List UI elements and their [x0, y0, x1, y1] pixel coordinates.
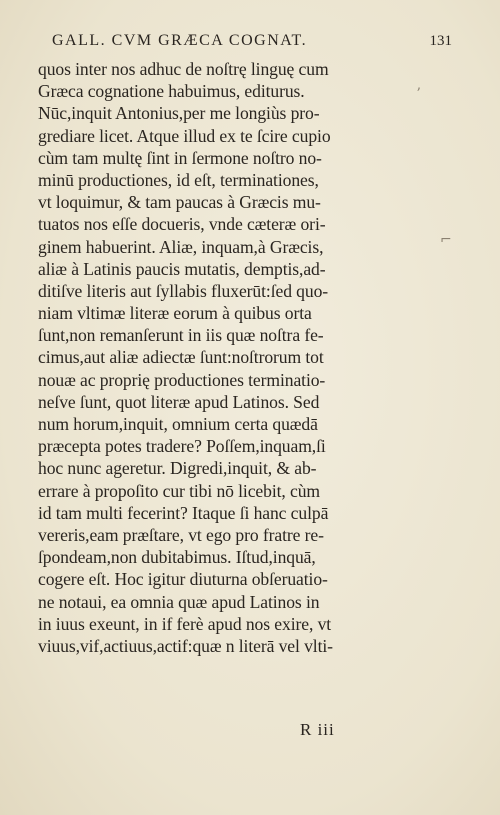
text-line: errare à propoſito cur tibi nō licebit, cùm [38, 480, 320, 501]
text-line: minū productiones, id eſt, terminationes, [38, 169, 319, 190]
text-line: viuus,vif,actiuus,actif:quæ n literā vel vlti- [38, 635, 333, 656]
text-line: in iuus exeunt, in if ferè apud nos exire, vt [38, 613, 332, 634]
text-line: id tam multi fecerint? Itaque ſi hanc culpā [38, 502, 329, 523]
margin-mark: ʼ [416, 86, 421, 102]
text-line: num horum,inquit, omnium certa quædā [38, 414, 318, 434]
text-line: ſunt,non remanſerunt in iis quæ noſtra fe- [38, 325, 324, 346]
text-line: grediare licet. Atque illud ex te ſcire cupio [38, 125, 331, 146]
signature-mark: R iii [300, 720, 335, 739]
running-header [52, 32, 452, 50]
text-line: tuatos nos eſſe docueris, vnde cæteræ ori- [38, 214, 326, 235]
text-line: quos inter nos adhuc de noſtrę linguę cum [38, 59, 329, 79]
text-line: cogere eſt. Hoc igitur diuturna obſeruatio- [38, 569, 328, 590]
text-line: neſve ſunt, quot literæ apud Latinos. Sed [38, 391, 320, 412]
text-line: ſpondeam,non dubitabimus. Iſtud,inquā, [38, 547, 316, 568]
text-line: ginem habuerint. Aliæ, inquam,à Græcis, [38, 236, 324, 257]
text-line: nouæ ac proprię productiones terminatio- [38, 369, 326, 390]
text-line: niam vltimæ literæ eorum à quibus orta [38, 303, 312, 324]
body-text [38, 58, 413, 657]
text-line: vt loquimur, & tam paucas à Græcis mu- [38, 192, 321, 213]
text-line: ne notaui, ea omnia quæ apud Latinos in [38, 591, 320, 612]
text-line: cùm tam multę ſint in ſermone noſtro no- [38, 147, 322, 168]
text-line: Nūc,inquit Antonius,per me longiùs pro- [38, 103, 320, 124]
margin-mark: ⌐ [440, 232, 452, 248]
text-line: vereris,eam præſtare, vt ego pro fratre re- [38, 524, 324, 545]
text-line: Græca cognatione habuimus, editurus. [38, 81, 305, 102]
running-title: GALL. CVM GRÆCA COGNAT. [52, 32, 308, 49]
text-line: cimus,aut aliæ adiectæ ſunt:noſtrorum tot [38, 347, 324, 368]
text-line: præcepta potes tradere? Poſſem,inquam,ſi [38, 436, 326, 457]
text-line: aliæ à Latinis paucis mutatis, demptis,ad- [38, 258, 326, 279]
text-line: hoc nunc ageretur. Digredi,inquit, & ab- [38, 458, 317, 479]
page-number: 131 [429, 33, 452, 49]
text-line: ditiſve literis aut ſyllabis fluxerūt:ſed quo- [38, 280, 329, 301]
